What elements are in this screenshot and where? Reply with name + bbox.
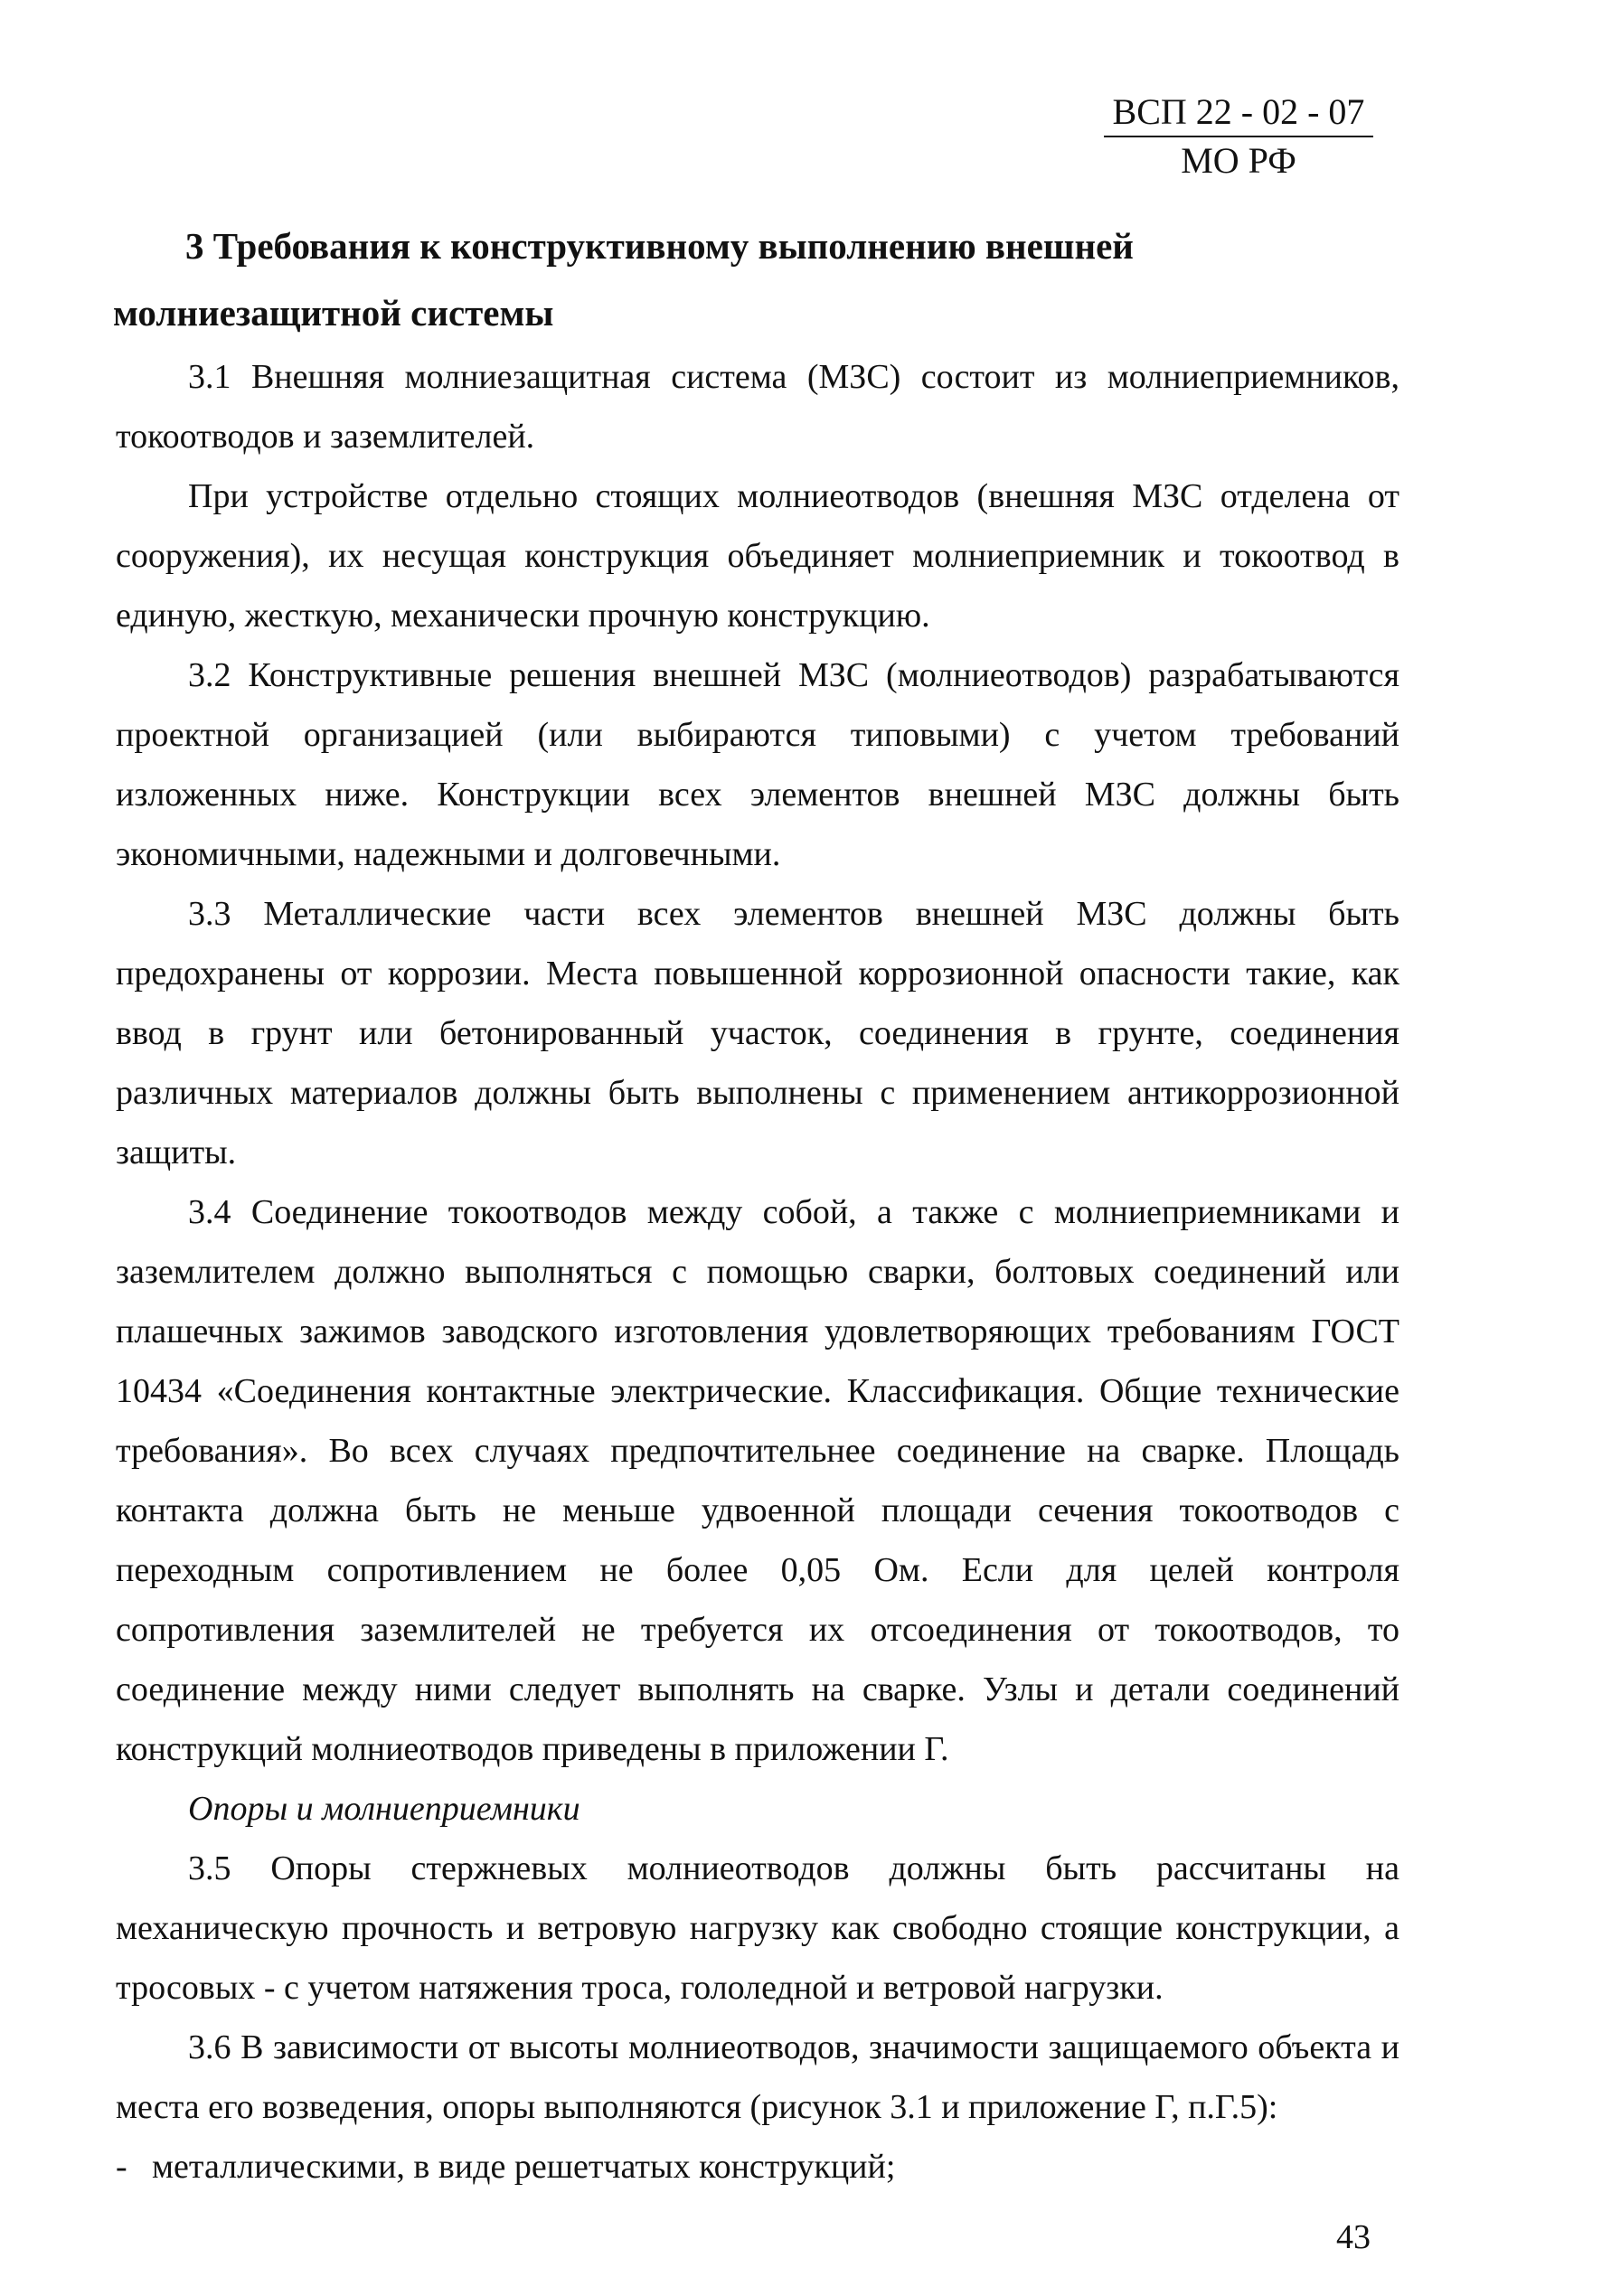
paragraph-3-3: 3.3 Металлические части всех элементов внешней МЗС должны быть предохранены от коррозии. Места повышенной коррозионной опасности такие, как ввод в грунт или бетонированный участок, соединения в грунте, соединения различных материалов должны быть выполнены с применением антикоррозионной защиты.	[116, 895, 1399, 1172]
paragraph-3-1-continued: При устройстве отдельно стоящих молниеотводов (внешняя МЗС отделена от сооружения), их несущая конструкция объединяет молниеприемник и токоотвод в единую, жесткую, механически прочную конструкцию.	[116, 477, 1399, 635]
document-header	[1103, 90, 1374, 183]
section-title-line-2: молниезащитной системы	[113, 292, 554, 334]
paragraph-3-1: 3.1 Внешняя молниезащитная система (МЗС) состоит из молниеприемников, токоотводов и заземлителей.	[116, 358, 1399, 456]
list-item	[116, 2137, 1399, 2197]
list-dash: -	[116, 2148, 127, 2186]
list-item-text: металлическими, в виде решетчатых конструкций;	[152, 2148, 896, 2186]
paragraph-3-4: 3.4 Соединение токоотводов между собой, а также с молниеприемниками и заземлителем должно выполняться с помощью сварки, болтовых соединений или плашечных зажимов заводского изготовления удовлетворяющих требованиям ГОСТ 10434 «Соединения контактные электрические. Классификация. Общие технические требования». Во всех случаях предпочтительнее соединение на сварке. Площадь контакта должна быть не меньше удвоенной площади сечения токоотводов с переходным сопротивлением не более 0,05 Ом. Если для целей контроля сопротивления заземлителей не требуется их отсоединения от токоотводов, то соединение между ними следует выполнять на сварке. Узлы и детали соединений конструкций молниеотводов приведены в приложении Г.	[116, 1193, 1399, 1768]
paragraph-3-6: 3.6 В зависимости от высоты молниеотводов, значимости защищаемого объекта и места его возведения, опоры выполняются (рисунок 3.1 и приложение Г, п.Г.5):	[116, 2028, 1399, 2126]
section-title-line-1: 3 Требования к конструктивному выполнению внешней	[185, 225, 1134, 267]
body-text	[116, 347, 1399, 2197]
paragraph-3-5: 3.5 Опоры стержневых молниеотводов должны быть рассчитаны на механическую прочность и ветровую нагрузку как свободно стоящие конструкции, а тросовых - с учетом натяжения троса, гололедной и ветровой нагрузки.	[116, 1849, 1399, 2007]
page-number: 43	[1336, 2218, 1371, 2256]
subheading-supports: Опоры и молниеприемники	[188, 1790, 580, 1828]
paragraph-3-2: 3.2 Конструктивные решения внешней МЗС (молниеотводов) разрабатываются проектной организацией (или выбираются типовыми) с учетом требований изложенных ниже. Конструкции всех элементов внешней МЗС должны быть экономичными, надежными и долговечными.	[116, 656, 1399, 873]
document-organization: МО РФ	[1181, 140, 1296, 181]
section-title	[113, 212, 1415, 346]
document-code: ВСП 22 - 02 - 07	[1104, 90, 1374, 137]
